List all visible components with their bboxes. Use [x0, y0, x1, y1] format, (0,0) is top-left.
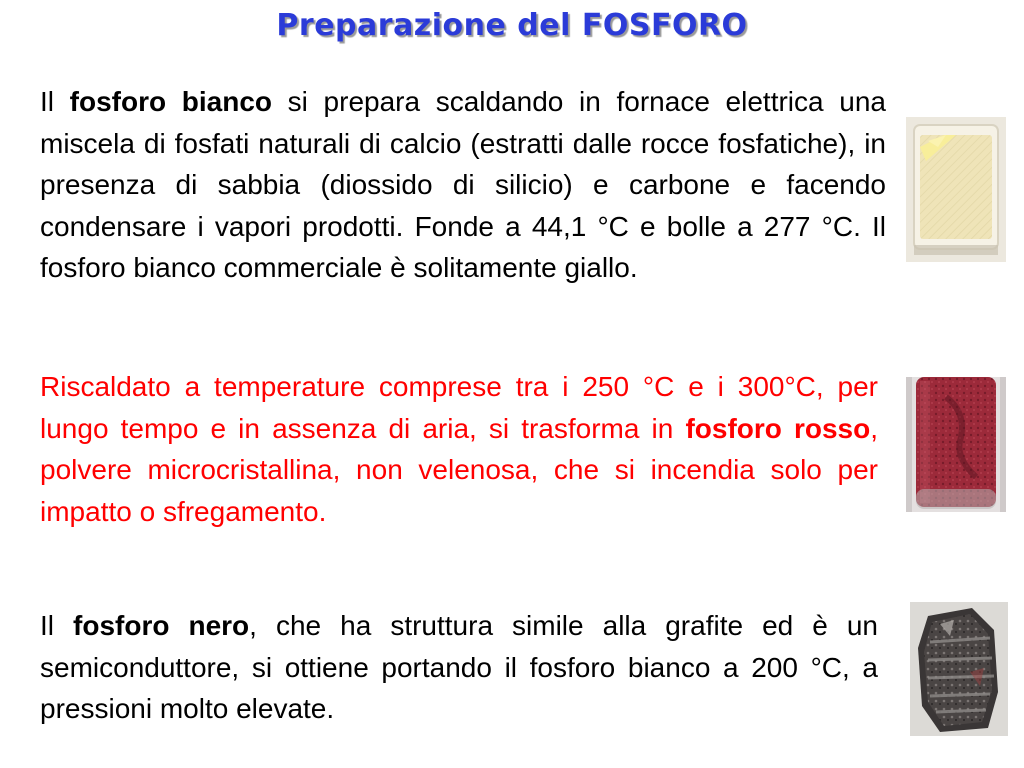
black-phosphorus-paragraph — [40, 605, 878, 730]
p3-intro: Il — [40, 610, 74, 641]
p2-intro: Riscaldato a temperature comprese tra i 250 °C e i 300°C, per lungo tempo e in assenza di aria, si trasforma in — [40, 371, 878, 444]
p2-body: , polvere microcristallina, non velenosa, che si incendia solo per impatto o sfregamento. — [40, 412, 878, 527]
p1-body: si prepara scaldando in fornace elettrica una miscela di fosfati naturali di calcio (estratti dalle rocce fosfatiche), in presenza di sabbia (diossido di silicio) e carbone e facendo condensare i vapori prodotti. Fonde a 44,1 °C e bolle a 277 °C. Il fosforo bianco commerciale è solitamente giallo. — [40, 86, 886, 283]
red-phosphorus-term: fosforo rosso — [685, 412, 871, 444]
white-phosphorus-term: fosforo bianco — [69, 86, 272, 117]
white-phosphorus-photo — [906, 117, 1006, 262]
red-phosphorus-paragraph — [40, 366, 878, 532]
p3-body: , che ha struttura simile alla grafite ed è un semiconduttore, si ottiene portando il fosforo bianco a 200 °C, a pressioni molto elevate. — [40, 610, 878, 724]
slide-title: Preparazione del FOSFORO — [276, 8, 748, 43]
black-phosphorus-term: fosforo nero — [73, 610, 250, 641]
p1-intro: Il — [40, 86, 70, 117]
black-phosphorus-photo — [910, 602, 1008, 736]
white-phosphorus-paragraph — [40, 81, 886, 289]
red-phosphorus-photo — [906, 377, 1006, 512]
